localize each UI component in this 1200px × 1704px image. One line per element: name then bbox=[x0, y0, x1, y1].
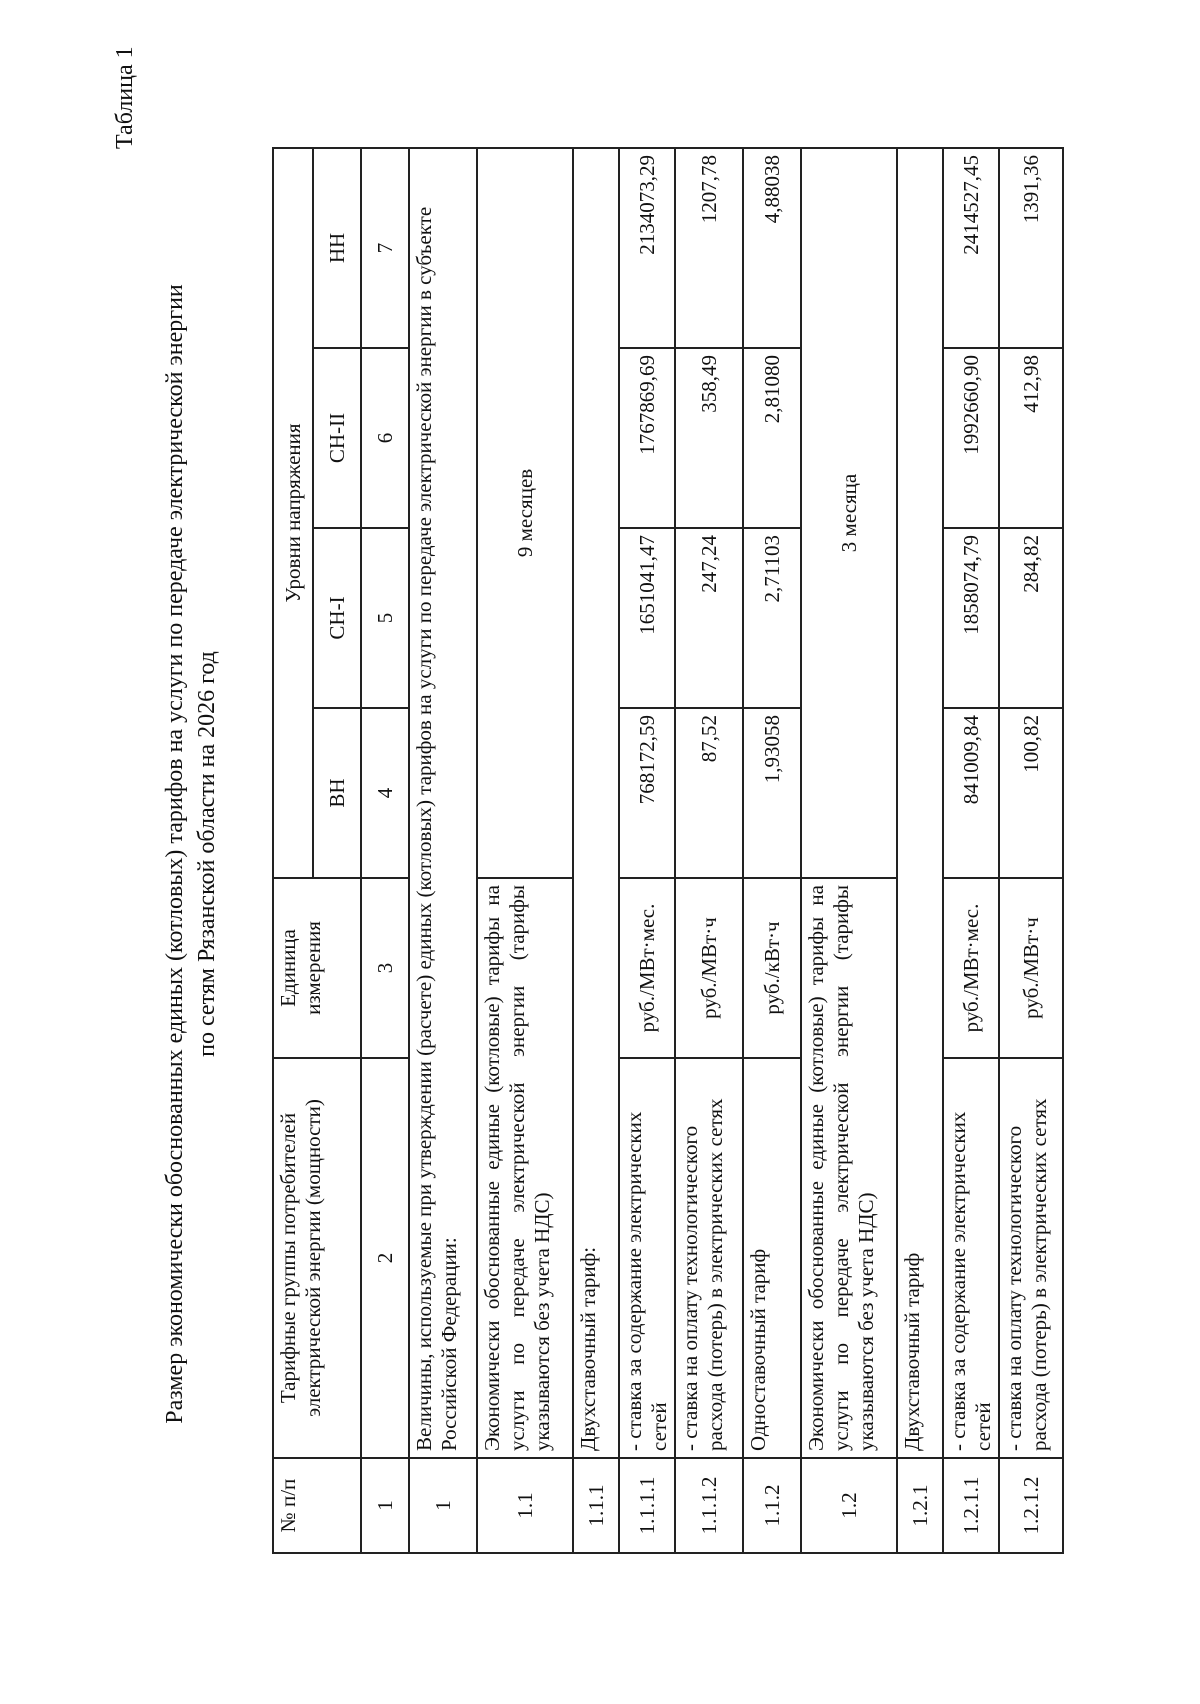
row-name: Величины, используемые при утверждении (расчете) единых (котловых) тарифов на услуги по передаче электрической энергии в субъекте Российской Федерации: bbox=[409, 148, 477, 1458]
header-sn2: СН-II bbox=[313, 348, 361, 528]
row-unit: руб./МВт·мес. bbox=[619, 878, 675, 1058]
row-name: - ставка за содержание электрических сетей bbox=[943, 1058, 999, 1458]
row-name: Одноставочный тариф bbox=[743, 1058, 801, 1458]
value-nn: 2134073,29 bbox=[619, 148, 675, 348]
table-row bbox=[801, 148, 897, 1553]
table-row bbox=[897, 148, 943, 1553]
header-num: № п/п bbox=[273, 1458, 361, 1553]
value-vn: 841009,84 bbox=[943, 708, 999, 878]
table-row bbox=[573, 148, 619, 1553]
value-sn2: 2,81080 bbox=[743, 348, 801, 528]
value-nn: 1391,36 bbox=[999, 148, 1063, 348]
table-label: Таблица 1 bbox=[112, 46, 138, 149]
value-sn2: 358,49 bbox=[675, 348, 743, 528]
value-sn2: 412,98 bbox=[999, 348, 1063, 528]
row-num: 1 bbox=[409, 1458, 477, 1553]
row-name: - ставка на оплату технологического расхода (потерь) в электрических сетях bbox=[999, 1058, 1063, 1458]
document-title-line1: Размер экономически обоснованных единых (котловых) тарифов на услуги по передаче электрической энергии bbox=[162, 284, 188, 1424]
row-name: - ставка на оплату технологического расхода (потерь) в электрических сетях bbox=[675, 1058, 743, 1458]
table-row bbox=[409, 148, 477, 1553]
row-num: 1.1.1.2 bbox=[675, 1458, 743, 1553]
col-number: 6 bbox=[361, 348, 409, 528]
value-sn1: 284,82 bbox=[999, 528, 1063, 708]
row-num: 1.1.2 bbox=[743, 1458, 801, 1553]
table-row bbox=[675, 148, 743, 1553]
header-unit: Единица измерения bbox=[273, 878, 361, 1058]
col-number: 3 bbox=[361, 878, 409, 1058]
header-voltage-levels: Уровни напряжения bbox=[273, 148, 313, 878]
tariff-table bbox=[272, 147, 1064, 1554]
row-name: - ставка за содержание электрических сетей bbox=[619, 1058, 675, 1458]
col-number: 5 bbox=[361, 528, 409, 708]
row-num: 1.1 bbox=[477, 1458, 573, 1553]
table-row bbox=[999, 148, 1063, 1553]
header-row-top bbox=[273, 148, 313, 1553]
row-unit: руб./МВт·ч bbox=[675, 878, 743, 1058]
row-name: Экономически обоснованные единые (котловые) тарифы на услуги по передаче электрической энергии (тарифы указываются без учета НДС) bbox=[477, 878, 573, 1458]
column-number-row bbox=[361, 148, 409, 1553]
value-sn1: 247,24 bbox=[675, 528, 743, 708]
header-sn1: СН-I bbox=[313, 528, 361, 708]
header-group: Тарифные группы потребителей электрической энергии (мощности) bbox=[273, 1058, 361, 1458]
row-num: 1.1.1 bbox=[573, 1458, 619, 1553]
row-num: 1.2.1 bbox=[897, 1458, 943, 1553]
value-vn: 768172,59 bbox=[619, 708, 675, 878]
value-vn: 100,82 bbox=[999, 708, 1063, 878]
period-label: 9 месяцев bbox=[477, 148, 573, 878]
row-num: 1.2.1.2 bbox=[999, 1458, 1063, 1553]
col-number: 4 bbox=[361, 708, 409, 878]
table-row bbox=[743, 148, 801, 1553]
value-sn2: 1992660,90 bbox=[943, 348, 999, 528]
header-vn: ВН bbox=[313, 708, 361, 878]
table-row bbox=[943, 148, 999, 1553]
period-label: 3 месяца bbox=[801, 148, 897, 878]
row-unit: руб./МВт·мес. bbox=[943, 878, 999, 1058]
document-title-line2: по сетям Рязанской области на 2026 год bbox=[194, 651, 220, 1057]
row-unit: руб./кВт·ч bbox=[743, 878, 801, 1058]
value-nn: 2414527,45 bbox=[943, 148, 999, 348]
table-row bbox=[477, 148, 573, 1553]
value-vn: 87,52 bbox=[675, 708, 743, 878]
row-num: 1.2.1.1 bbox=[943, 1458, 999, 1553]
row-name: Двухставочный тариф bbox=[897, 148, 943, 1458]
value-nn: 1207,78 bbox=[675, 148, 743, 348]
row-name: Двухставочный тариф: bbox=[573, 148, 619, 1458]
table-row bbox=[619, 148, 675, 1553]
row-unit: руб./МВт·ч bbox=[999, 878, 1063, 1058]
row-name: Экономически обоснованные единые (котловые) тарифы на услуги по передаче электрической энергии (тарифы указываются без учета НДС) bbox=[801, 878, 897, 1458]
value-sn2: 1767869,69 bbox=[619, 348, 675, 528]
col-number: 1 bbox=[361, 1458, 409, 1553]
value-nn: 4,88038 bbox=[743, 148, 801, 348]
header-nn: НН bbox=[313, 148, 361, 348]
value-vn: 1,93058 bbox=[743, 708, 801, 878]
col-number: 7 bbox=[361, 148, 409, 348]
col-number: 2 bbox=[361, 1058, 409, 1458]
value-sn1: 2,71103 bbox=[743, 528, 801, 708]
value-sn1: 1651041,47 bbox=[619, 528, 675, 708]
value-sn1: 1858074,79 bbox=[943, 528, 999, 708]
row-num: 1.2 bbox=[801, 1458, 897, 1553]
row-num: 1.1.1.1 bbox=[619, 1458, 675, 1553]
